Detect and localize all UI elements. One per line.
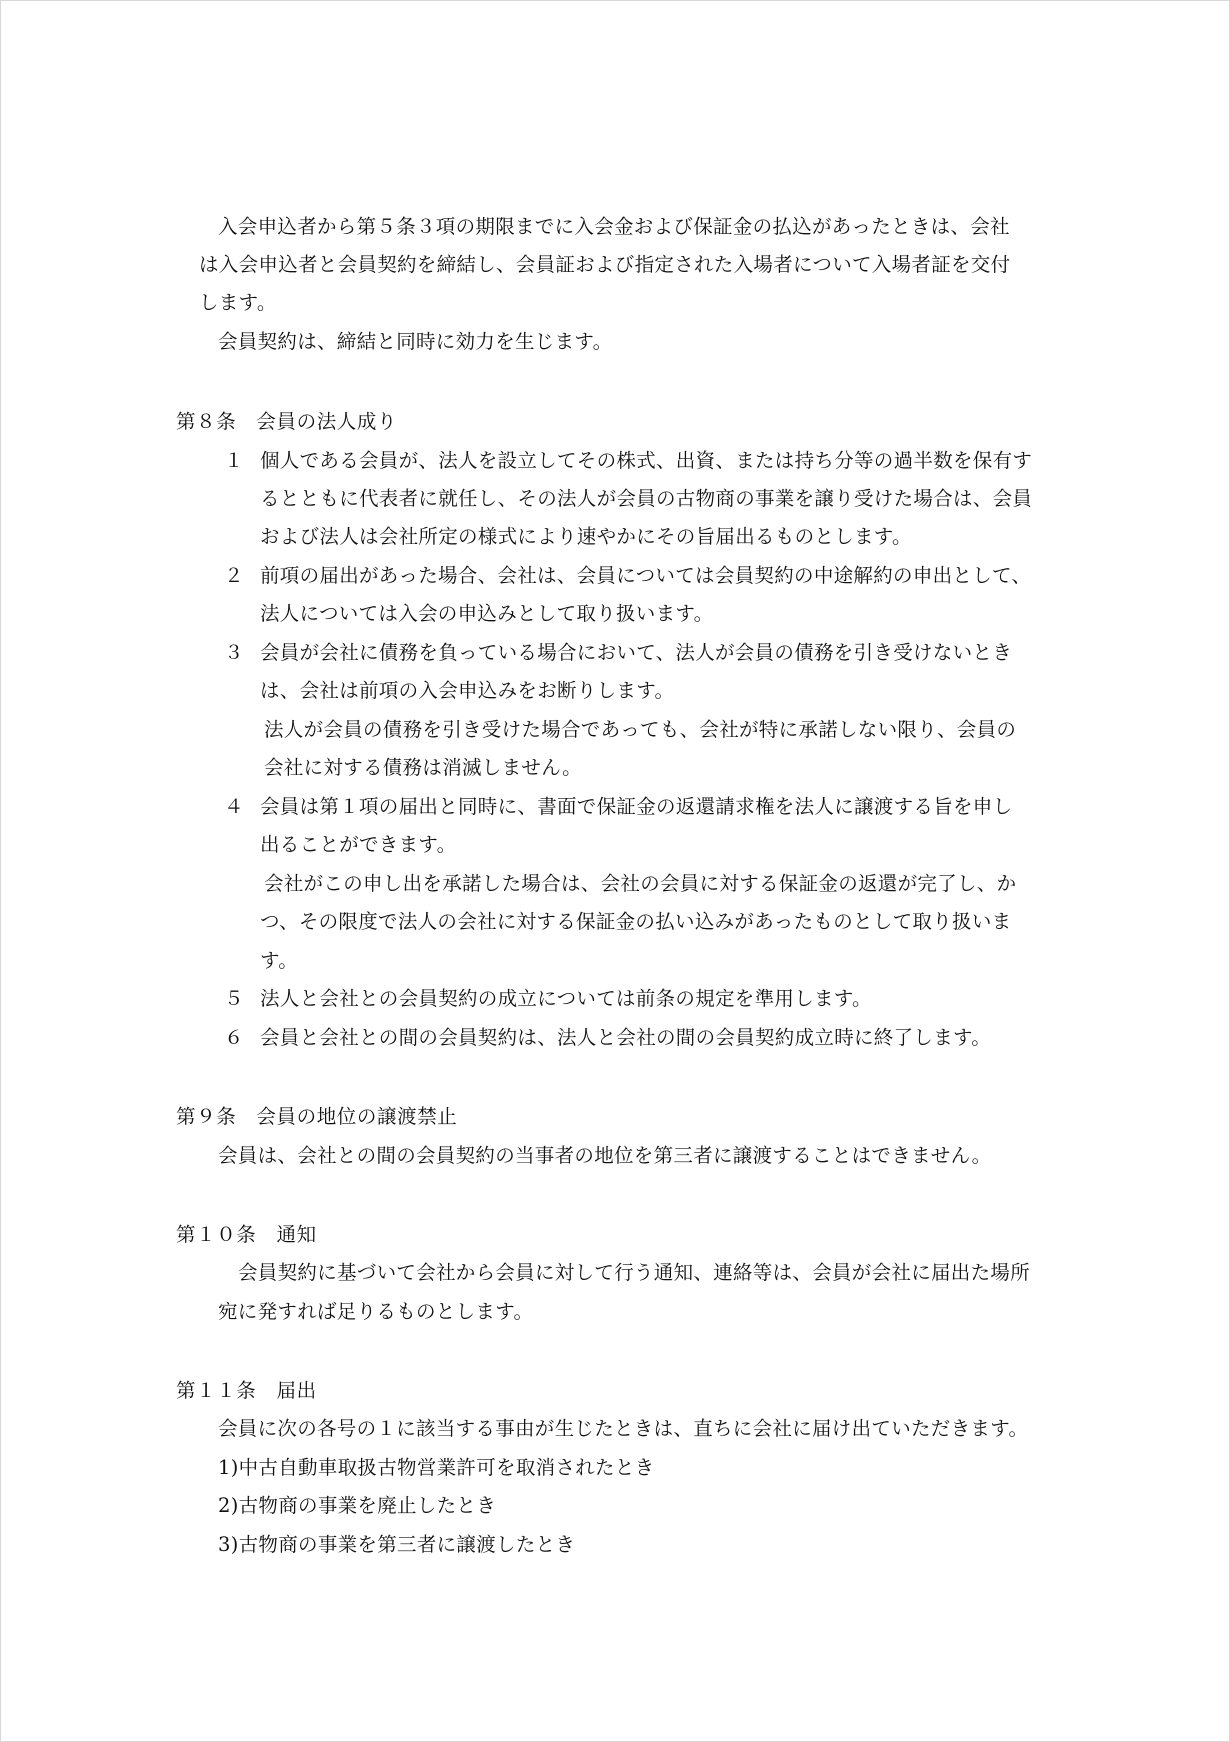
article8-item4-line-4: つ、その限度で法人の会社に対する保証金の払い込みがあったものとして取り扱いま [260,910,1012,933]
article8-item4-line-1: 会員は第１項の届出と同時に、書面で保証金の返還請求権を法人に譲渡する旨を申し [260,795,1013,818]
article8-item4-line-2: 出ることができます。 [260,833,457,856]
article8-item4-line-5: す。 [260,949,299,972]
article9-title: 第９条 会員の地位の譲渡禁止 [176,1105,458,1128]
article8-item6-num: ６ [224,1026,244,1049]
article11-item-1: 1)中古自動車取扱古物営業許可を取消されたとき [218,1456,655,1479]
intro-p1-line-3: します。 [199,291,277,314]
article9-body: 会員は、会社との間の会員契約の当事者の地位を第三者に譲渡することはできません。 [218,1144,992,1167]
article11-body: 会員に次の各号の１に該当する事由が生じたときは、直ちに会社に届け出ていただきます。 [218,1417,1029,1440]
article8-item1-num: １ [224,449,244,472]
article8-item3-line-3: 法人が会員の債務を引き受けた場合であっても、会社が特に承諾しない限り、会員の [264,718,1017,741]
intro-p1-line-2: は入会申込者と会員契約を締結し、会員証および指定された入場者について入場者証を交付 [199,253,1011,276]
article8-item4-num: ４ [224,795,244,818]
article8-item6-line-1: 会員と会社との間の会員契約は、法人と会社の間の会員契約成立時に終了します。 [260,1026,992,1049]
article8-title: 第８条 会員の法人成り [176,410,398,433]
intro-p2: 会員契約は、締結と同時に効力を生じます。 [218,330,613,353]
article8-item5-num: ５ [224,987,244,1010]
article10-line-2: 宛に発すれば足りるものとします。 [218,1300,534,1323]
article11-item-2: 2)古物商の事業を廃止したとき [218,1494,497,1517]
article8-item2-line-1: 前項の届出があった場合、会社は、会員については会員契約の中途解約の申出として、 [260,564,1032,587]
intro-p1-line-1: 入会申込者から第５条３項の期限までに入会金および保証金の払込があったときは、会社 [218,215,1010,238]
article11-item-3: 3)古物商の事業を第三者に譲渡したとき [218,1533,576,1556]
article8-item3-num: ３ [224,641,244,664]
article8-item4-line-3: 会社がこの申し出を承諾した場合は、会社の会員に対する保証金の返還が完了し、か [264,872,1017,895]
article8-item1-line-1: 個人である会員が、法人を設立してその株式、出資、または持ち分等の過半数を保有す [260,449,1033,472]
article10-line-1: 会員契約に基づいて会社から会員に対して行う通知、連絡等は、会員が会社に届出た場所 [238,1261,1031,1284]
article8-item3-line-4: 会社に対する債務は消滅しません。 [264,756,582,779]
article8-item1-line-3: および法人は会社所定の様式により速やかにその旨届出るものとします。 [260,525,912,548]
article8-item2-line-2: 法人については入会の申込みとして取り扱います。 [260,602,714,625]
article8-item3-line-1: 会員が会社に債務を負っている場合において、法人が会員の債務を引き受けないとき [260,641,1013,664]
article8-item2-num: ２ [224,564,244,587]
article8-item5-line-1: 法人と会社との会員契約の成立については前条の規定を準用します。 [260,987,872,1010]
article10-title: 第１０条 通知 [176,1223,317,1246]
article11-title: 第１１条 届出 [176,1379,317,1402]
article8-item3-line-2: は、会社は前項の入会申込みをお断りします。 [260,679,675,702]
article8-item1-line-2: るとともに代表者に就任し、その法人が会員の古物商の事業を譲り受けた場合は、会員 [260,487,1033,510]
